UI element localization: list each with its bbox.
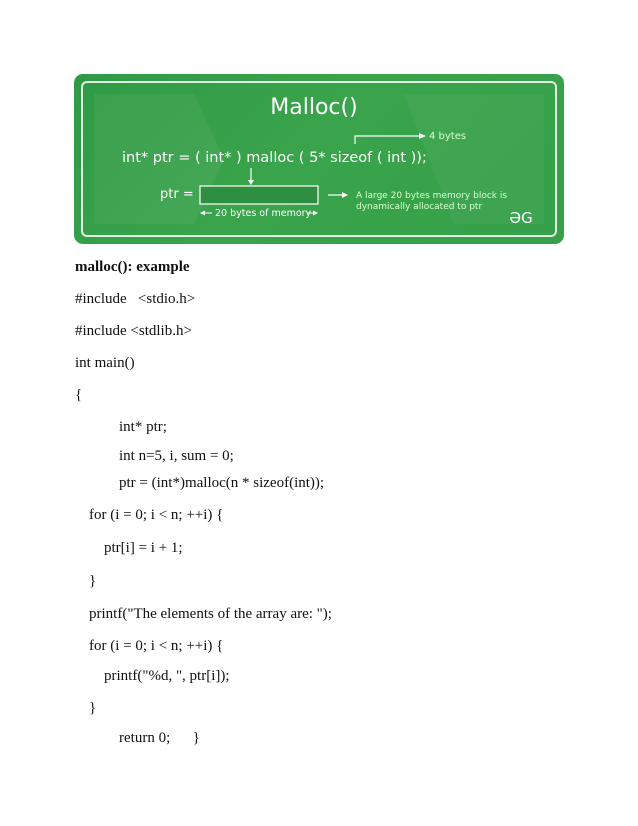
code-line: int main() <box>75 355 135 371</box>
banner-graphic <box>74 74 564 244</box>
banner-code-line: int* ptr = ( int* ) malloc ( 5* sizeof ( int )); <box>122 150 427 166</box>
code-line: #include <stdlib.h> <box>75 323 192 339</box>
code-line: printf("The elements of the array are: "); <box>89 606 332 622</box>
code-line: ptr = (int*)malloc(n * sizeof(int)); <box>119 475 325 491</box>
memory-block <box>200 186 318 204</box>
example-heading: malloc(): example <box>75 259 190 275</box>
note-line-2: dynamically allocated to ptr <box>356 202 483 212</box>
code-line: for (i = 0; i < n; ++i) { <box>89 507 224 523</box>
banner-title: Malloc() <box>270 95 358 120</box>
ptr-label: ptr = <box>160 187 194 202</box>
code-line: #include <stdio.h> <box>75 291 196 307</box>
code-line: printf("%d, ", ptr[i]); <box>104 668 230 684</box>
bracket-line <box>355 136 419 144</box>
bytes-label: 4 bytes <box>429 131 467 142</box>
code-line: for (i = 0; i < n; ++i) { <box>89 638 224 654</box>
code-line: int* ptr; <box>119 419 167 435</box>
gfg-logo: ƏG <box>509 209 533 227</box>
note-arrow-icon <box>342 192 348 198</box>
code-line: return 0; } <box>119 730 200 746</box>
code-line: ptr[i] = i + 1; <box>104 540 183 556</box>
memory-label: 20 bytes of memory <box>215 208 312 219</box>
code-line: int n=5, i, sum = 0; <box>119 448 234 464</box>
code-line: } <box>89 700 97 716</box>
note-line-1: A large 20 bytes memory block is <box>356 191 508 201</box>
down-arrow-icon <box>248 180 254 185</box>
malloc-banner-image <box>74 74 564 244</box>
memory-right-arrow-icon <box>313 211 318 216</box>
memory-left-arrow-icon <box>200 211 205 216</box>
code-line: { <box>75 387 83 403</box>
code-line: } <box>89 573 97 589</box>
